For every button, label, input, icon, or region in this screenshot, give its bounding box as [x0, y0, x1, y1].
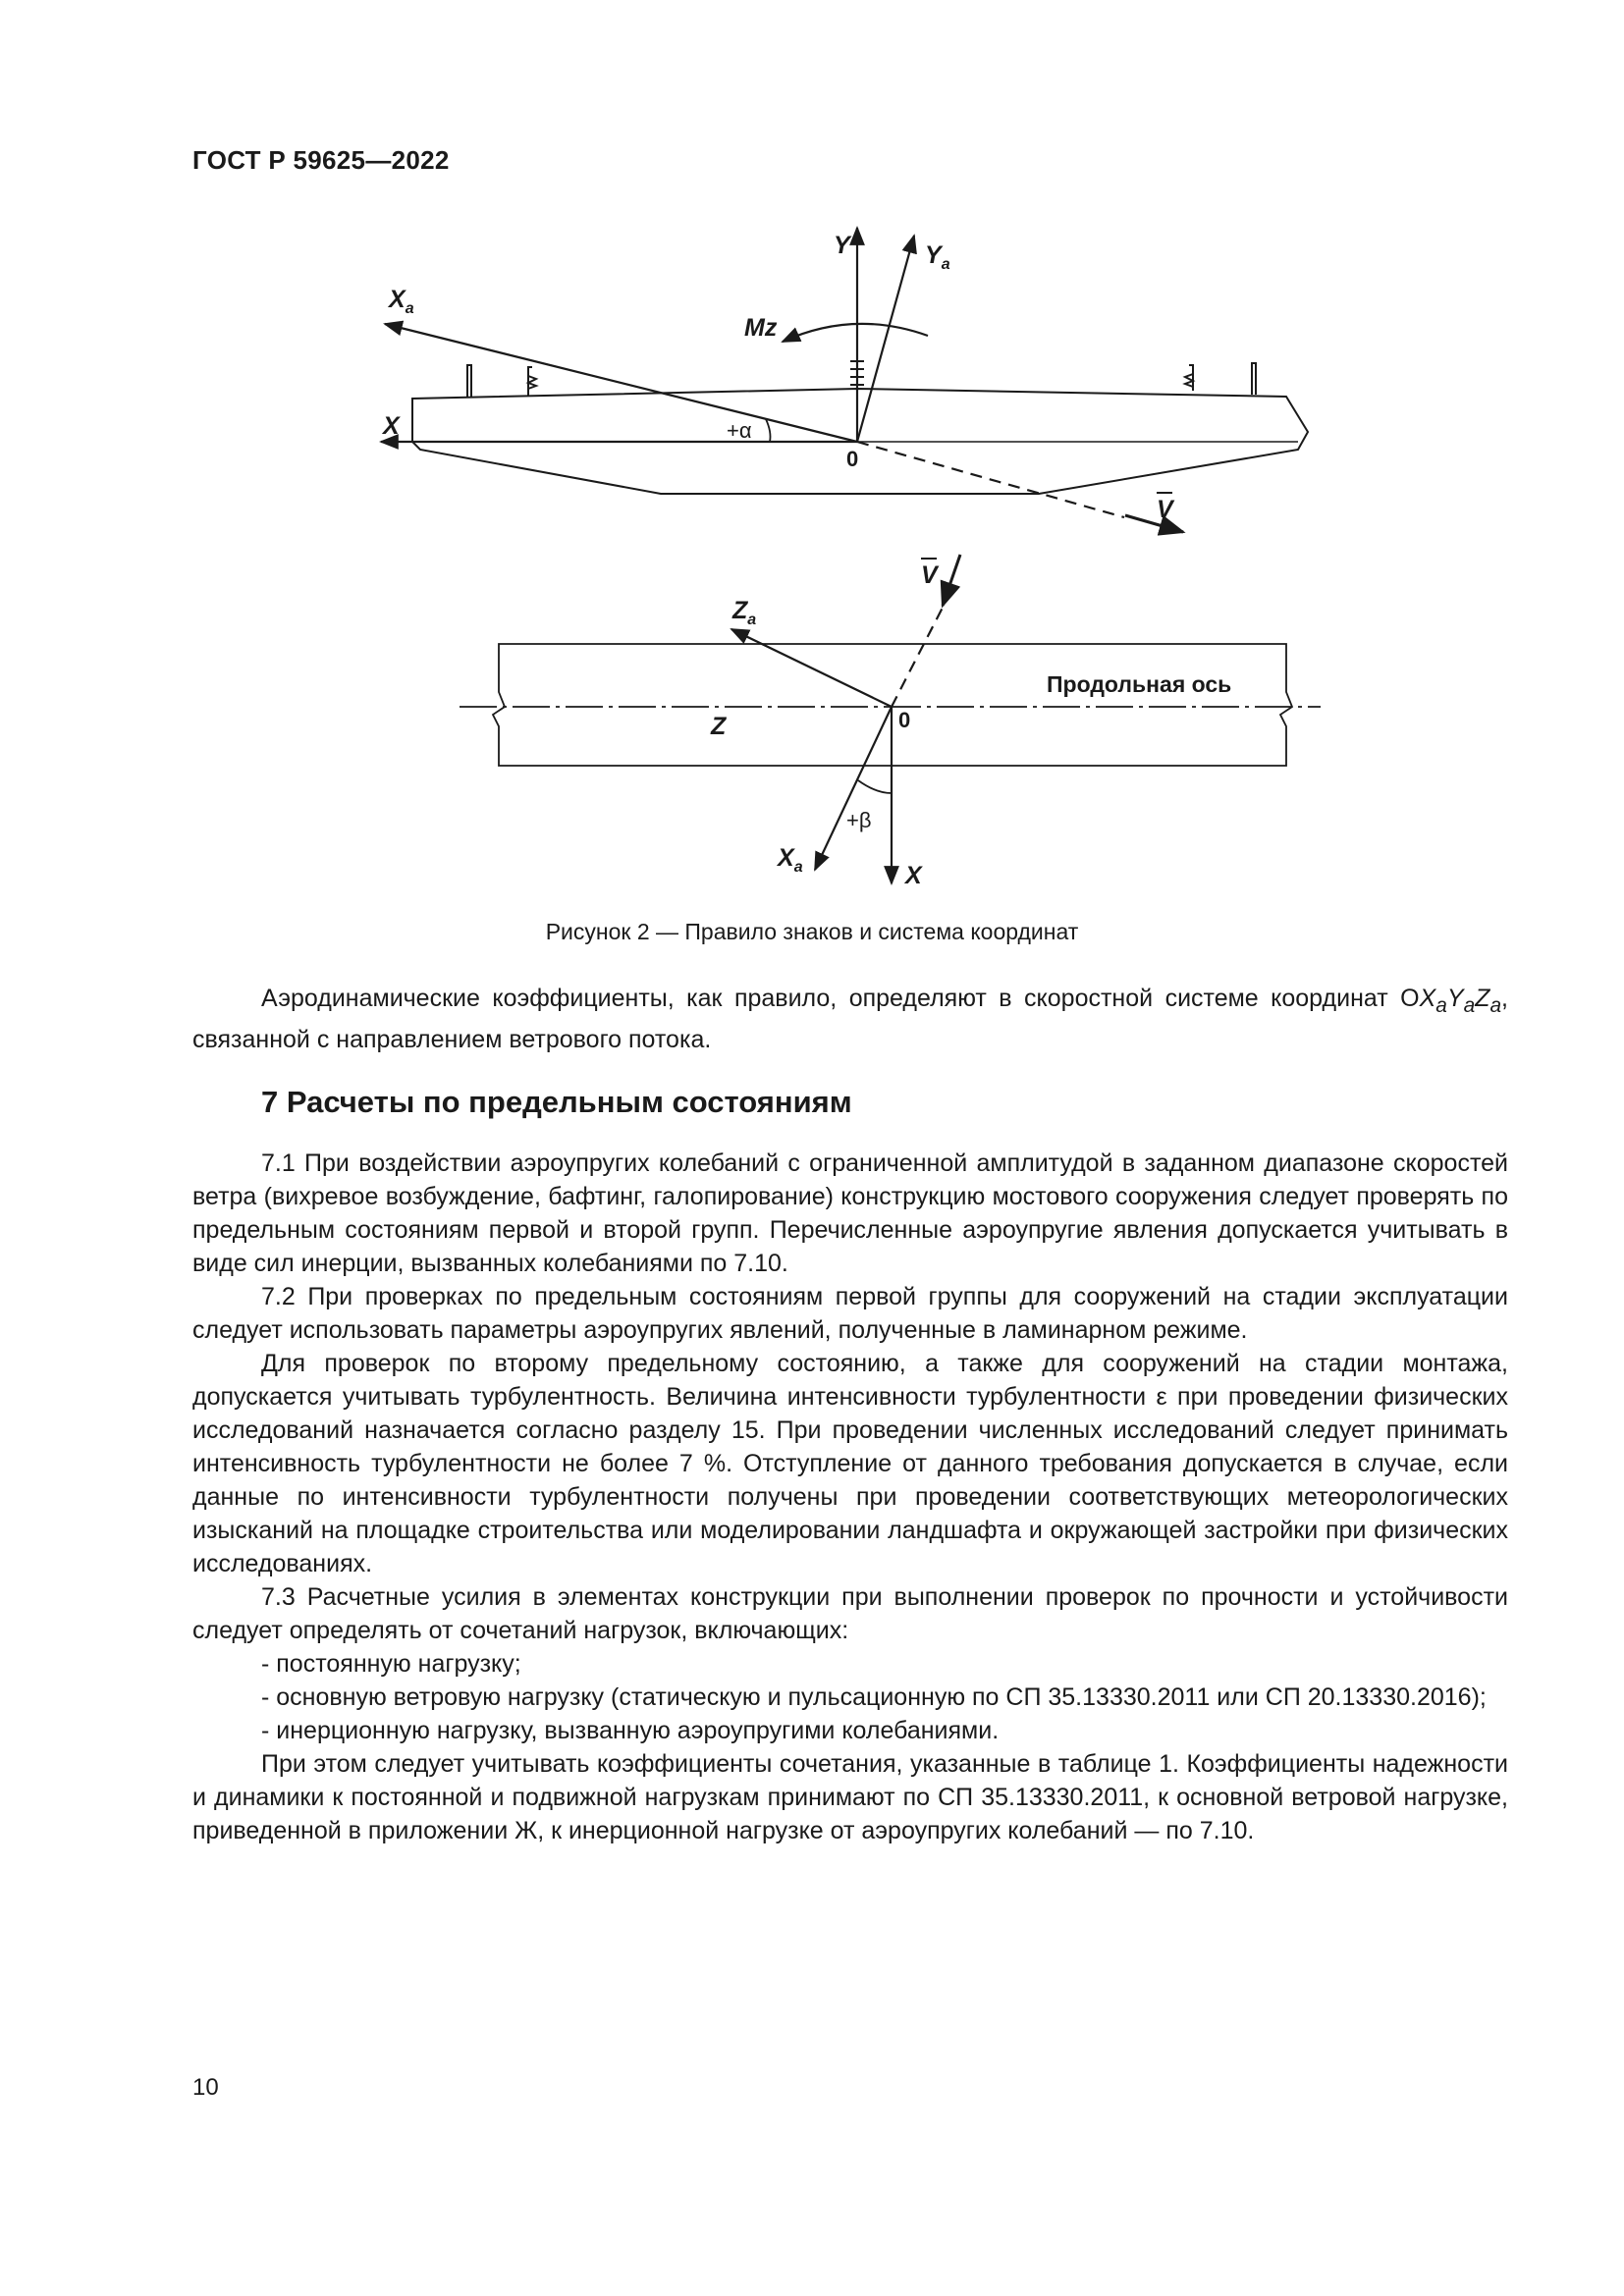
left-railing	[467, 365, 471, 397]
za-axis-plan	[731, 629, 892, 707]
beta-arc	[858, 780, 892, 793]
document-header: ГОСТ Р 59625—2022	[192, 145, 450, 175]
wind-vector	[1125, 515, 1183, 532]
v-label-plan: V	[921, 561, 938, 589]
section-heading: 7 Расчеты по предельным состояниям	[261, 1085, 852, 1119]
left-barrier	[528, 367, 536, 396]
origin-label-top: 0	[846, 447, 859, 471]
intro-paragraph: Аэродинамические коэффициенты, как правило, определяют в скоростной системе координат $OX_aY_aZ_a$, связанной с направлением ветрового потока.	[192, 985, 1508, 1053]
wind-dashed-plan	[892, 604, 945, 707]
list-item-wind-load: - основную ветровую нагрузку (статическую и пульсационную по СП 35.13330.2011 или СП 20.13330.2016);	[261, 1683, 1487, 1711]
plan-view-axes	[731, 555, 960, 883]
page-number: 10	[192, 2074, 219, 2101]
xa-axis	[385, 324, 857, 442]
alpha-label: +α	[727, 418, 752, 443]
mz-label: Mz	[744, 314, 778, 342]
origin-label-plan: 0	[898, 708, 911, 732]
section-body	[192, 1147, 1508, 1847]
z-axis-label: Z	[711, 713, 727, 740]
list-item-inertial-load: - инерционную нагрузку, вызванную аэроупругими колебаниями.	[261, 1717, 1000, 1744]
paragraph-7-3: 7.3 Расчетные усилия в элементах конструкции при выполнении проверок по прочности и устойчивости следует определять от сочетаний нагрузок, включающих:	[192, 1583, 1508, 1644]
ya-axis	[857, 236, 914, 442]
xa-axis-label-plan: $X_a$	[778, 844, 803, 876]
paragraph-turbulence: Для проверок по второму предельному состоянию, а также для сооружений на стадии монтажа, допускается учитывать турбулентность. Величина интенсивности турбулентности ε при проведении физических исследований назначается согласно разделу 15. При проведении численных исследований следует принимать интенсивность турбулентности не более 7 %. Отступление от данного требования допускается в случае, если данные по интенсивности турбулентности получены при проведении соответствующих метеорологических изысканий на площадке строительства или моделировании ландшафта и окружающей застройки при физических исследованиях.	[192, 1350, 1508, 1577]
wind-dashed-line	[857, 442, 1124, 517]
figure-caption: Рисунок 2 — Правило знаков и система координат	[545, 919, 1079, 944]
beta-label: +β	[846, 808, 872, 832]
right-barrier	[1185, 365, 1193, 391]
cross-section-view	[412, 353, 1308, 494]
axis-label: Продольная ось	[1047, 671, 1232, 697]
figure-coordinate-system	[0, 0, 1624, 903]
ya-axis-label: $Y_a$	[925, 241, 950, 273]
list-item-permanent-load: - постоянную нагрузку;	[261, 1650, 521, 1678]
v-label-top: V	[1157, 496, 1173, 523]
paragraph-7-2: 7.2 При проверках по предельным состояниям первой группы для сооружений на стадии эксплуатации следует использовать параметры аэроупругих явлений, полученные в ламинарном режиме.	[192, 1283, 1508, 1344]
y-axis-label: Y	[834, 232, 850, 259]
paragraph-7-1: 7.1 При воздействии аэроупругих колебаний с ограниченной амплитудой в заданном диапазоне скоростей ветра (вихревое возбуждение, бафтинг, галопирование) конструкцию мостового сооружения следует проверять по предельным состояниям первой и второй групп. Перечисленные аэроупругие явления допускается учитывать в виде сил инерции, вызванных колебаниями по 7.10.	[192, 1149, 1508, 1277]
plan-view	[460, 644, 1321, 766]
mz-moment-arc	[783, 324, 928, 342]
wind-vector-plan	[943, 555, 960, 606]
za-axis-label: $Z_a$	[732, 597, 757, 628]
x-axis-label: X	[383, 412, 400, 440]
xa-axis-plan	[815, 707, 892, 870]
x-axis-label-plan: X	[905, 862, 922, 889]
paragraph-coefficients: При этом следует учитывать коэффициенты сочетания, указанные в таблице 1. Коэффициенты надежности и динамики к постоянной и подвижной нагрузкам принимают по СП 35.13330.2011, к основной ветровой нагрузке, приведенной в приложении Ж, к инерционной нагрузке от аэроупругих колебаний — по 7.10.	[192, 1750, 1508, 1844]
alpha-arc	[766, 419, 771, 442]
cross-section-axes	[381, 228, 1183, 532]
right-railing	[1252, 363, 1256, 395]
xa-axis-label: $X_a$	[389, 286, 414, 317]
